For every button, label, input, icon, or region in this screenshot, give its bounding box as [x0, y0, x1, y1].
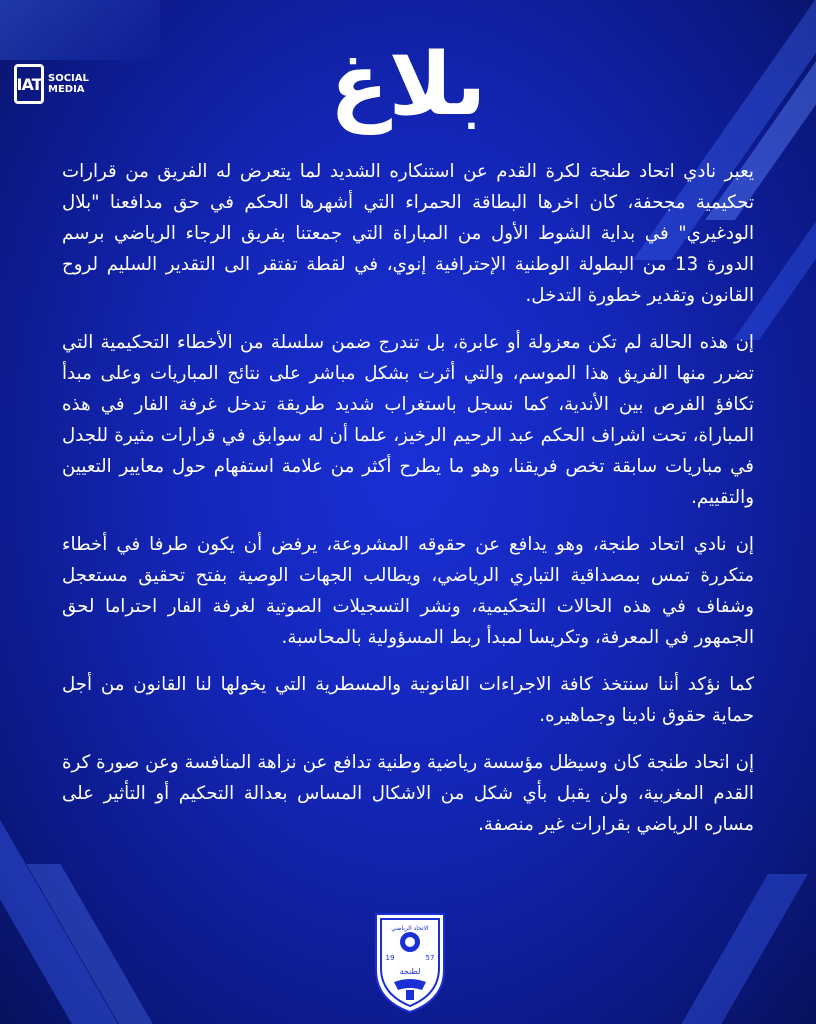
crest-arc-text: الاتحاد الرياضي — [391, 925, 429, 932]
diagonal-stripe — [26, 864, 187, 1024]
paragraph-4: كما نؤكد أننا سنتخذ كافة الاجراءات القانونية والمسطرية التي يخولها لنا القانون من أجل حماية حقوق نادينا وجماهيره. — [62, 674, 754, 726]
diagonal-stripe — [664, 874, 808, 1024]
crest-year-left: 19 — [385, 954, 395, 962]
crest-ball-center — [405, 937, 415, 947]
brand-line-2: MEDIA — [48, 84, 85, 95]
crest-year-right: 57 — [425, 954, 435, 962]
club-crest-icon — [372, 908, 448, 1014]
paragraph-3: إن نادي اتحاد طنجة، وهو يدافع عن حقوقه المشروعة، يرفض أن يكون طرفا في أخطاء متكررة تمس بمصداقية التباري الرياضي، ويطالب الجهات الوصية بفتح تحقيق مستعجل وشفاف في هذه الحالات التحكيمية، ونشر التسجيلات الصوتية لغرفة الفار احتراما لحق الجمهور في المعرفة، وتكريسا لمبدأ ربط المسؤولية بالمحاسبة. — [62, 534, 754, 648]
statement-body — [62, 156, 754, 856]
page-title: بلاغ — [329, 35, 487, 135]
brand-line-1: SOCIAL — [48, 73, 89, 84]
crest-emblem-post — [406, 990, 414, 1000]
paragraph-2: إن هذه الحالة لم تكن معزولة أو عابرة، بل تندرج ضمن سلسلة من الأخطاء التحكيمية التي تضرر منها الفريق هذا الموسم، والتي أثرت بشكل مباشر على نتائج المباريات وعلى مبدأ تكافؤ الفرص بين الأندية، كما نسجل باستغراب شديد طريقة تدخل غرفة الفار في هذه المباراة، تحت اشراف الحكم عبد الرحيم الرخيز، علما أن له سوابق في قرارات مثيرة للجدل في مباريات سابقة تخص فريقنا، وهو ما يطرح أكثر من علامة استفهام حول معايير التعيين والتقييم. — [62, 332, 754, 508]
brand-mark-icon: IAT — [14, 64, 44, 104]
paragraph-1: يعبر نادي اتحاد طنجة لكرة القدم عن استنكاره الشديد لما يتعرض له الفريق من قرارات تحكيمية مجحفة، كان اخرها البطاقة الحمراء التي أشهرها الحكم في حق مدافعنا "بلال الودغيري" في بداية الشوط الأول من المباراة التي جمعتنا بفريق الرجاء الرياضي برسم الدورة 13 من البطولة الوطنية الإحترافية إنوي، في لقطة تفتقر الى التقدير السليم لروح القانون وتقدير خطورة التدخل. — [62, 161, 754, 306]
crest-city: لطنجة — [399, 967, 421, 976]
paragraph-5: إن اتحاد طنجة كان وسيظل مؤسسة رياضية وطنية تدافع عن نزاهة المنافسة وعن صورة كرة القدم المغربية، ولن يقبل بأي شكل من الاشكال المساس بعدالة التحكيم أو التأثير على مساره الرياضي بقرارات غير منصفة. — [62, 752, 754, 835]
